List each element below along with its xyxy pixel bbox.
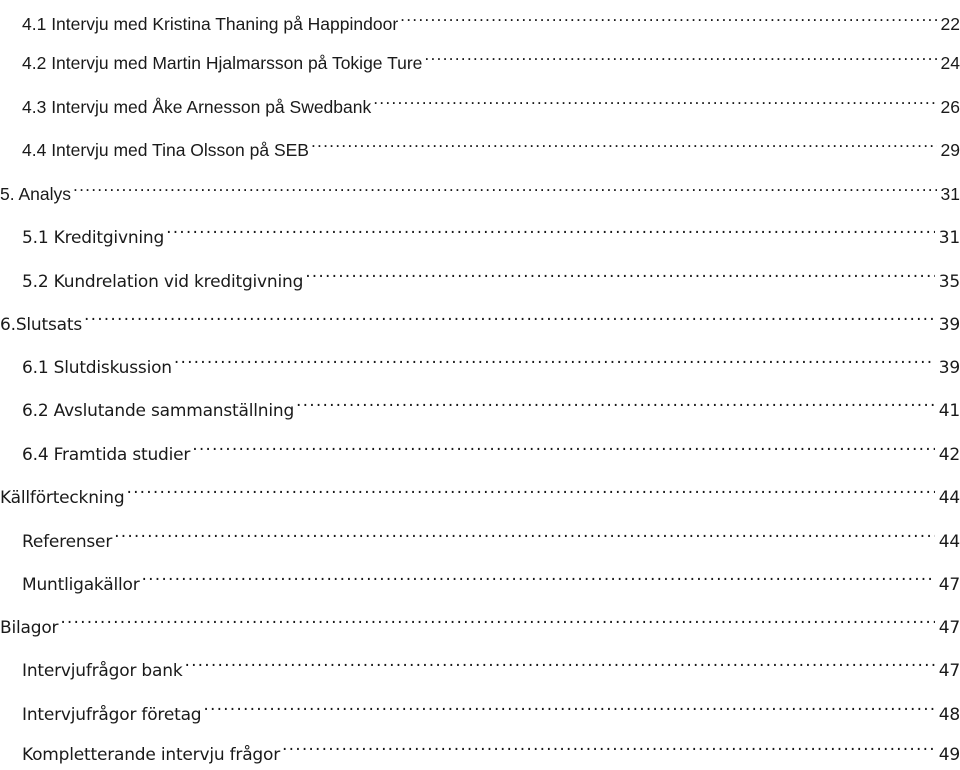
- dot-leader: [84, 300, 935, 330]
- toc-entry-page: 42: [938, 445, 960, 465]
- toc-entry[interactable]: [0, 170, 960, 204]
- toc-entry[interactable]: [22, 39, 960, 73]
- toc-entry[interactable]: [22, 343, 960, 378]
- toc-entry-title: 6.2 Avslutande sammanställning: [22, 401, 295, 421]
- dot-leader: [126, 473, 934, 503]
- toc-entry-page: 49: [938, 745, 960, 765]
- dot-leader: [184, 646, 934, 676]
- toc-entry-title: Intervjufrågor bank: [22, 661, 183, 681]
- toc-entry-page: 26: [940, 97, 960, 117]
- toc-entry-title: 6.Slutsats: [0, 315, 82, 335]
- toc-entry[interactable]: [0, 473, 960, 508]
- dot-leader: [424, 39, 936, 69]
- toc-entry-title: 6.1 Slutdiskussion: [22, 358, 172, 378]
- dot-leader: [282, 730, 935, 760]
- dot-leader: [296, 386, 935, 416]
- toc-entry-title: Bilagor: [0, 618, 59, 638]
- dot-leader: [73, 170, 937, 200]
- toc-entry-page: 44: [938, 488, 960, 508]
- dot-leader: [192, 430, 935, 460]
- toc-entry-title: 5.2 Kundrelation vid kreditgivning: [22, 272, 304, 292]
- toc-entry-page: 41: [938, 401, 960, 421]
- toc-entry-page: 39: [938, 315, 960, 335]
- toc-entry-page: 35: [938, 272, 960, 292]
- dot-leader: [114, 517, 935, 547]
- toc-entry-title: 5.1 Kreditgivning: [22, 228, 165, 248]
- toc-entry-page: 24: [940, 53, 960, 73]
- toc-entry-title: Källförteckning: [0, 488, 125, 508]
- toc-entry-title: Referenser: [22, 532, 113, 552]
- toc-entry-title: 4.3 Intervju med Åke Arnesson på Swedbank: [22, 97, 372, 117]
- dot-leader: [203, 690, 934, 720]
- toc-entry-page: 31: [940, 184, 960, 204]
- dot-leader: [311, 126, 937, 156]
- toc-entry-title: 6.4 Framtida studier: [22, 445, 191, 465]
- toc-entry[interactable]: [22, 386, 960, 421]
- toc-entry-title: Kompletterande intervju frågor: [22, 745, 281, 765]
- dot-leader: [305, 257, 935, 287]
- toc-entry[interactable]: [22, 126, 960, 160]
- toc-entry-page: 48: [938, 705, 960, 725]
- dot-leader: [174, 343, 935, 373]
- toc-entry-title: Intervjufrågor företag: [22, 705, 202, 725]
- toc-entry-page: 44: [938, 532, 960, 552]
- dot-leader: [166, 213, 935, 243]
- toc-entry[interactable]: [0, 603, 960, 638]
- toc-entry[interactable]: [22, 83, 960, 117]
- toc-entry-title: 5. Analys: [0, 184, 72, 204]
- dot-leader: [400, 0, 936, 30]
- toc-entry-page: 31: [938, 228, 960, 248]
- toc-entry[interactable]: [22, 430, 960, 465]
- toc-entry-page: 29: [940, 140, 960, 160]
- toc-entry[interactable]: [22, 560, 960, 595]
- toc-entry[interactable]: [22, 0, 960, 34]
- toc-entry[interactable]: [22, 690, 960, 725]
- toc-entry-title: Muntligakällor: [22, 575, 140, 595]
- dot-leader: [60, 603, 934, 633]
- toc-entry[interactable]: [22, 213, 960, 248]
- toc-entry[interactable]: [22, 730, 960, 765]
- toc-entry-title: 4.2 Intervju med Martin Hjalmarsson på Tokige Ture: [22, 53, 423, 73]
- toc-entry-page: 47: [938, 661, 960, 681]
- toc-entry[interactable]: [22, 517, 960, 552]
- toc-entry[interactable]: [22, 646, 960, 681]
- dot-leader: [373, 83, 936, 113]
- toc-entry[interactable]: [0, 300, 960, 335]
- toc-entry-page: 39: [938, 358, 960, 378]
- toc-entry[interactable]: [22, 257, 960, 292]
- dot-leader: [142, 560, 935, 590]
- toc-entry-page: 47: [938, 618, 960, 638]
- toc-entry-title: 4.1 Intervju med Kristina Thaning på Happindoor: [22, 14, 399, 34]
- toc-entry-page: 47: [938, 575, 960, 595]
- toc-entry-title: 4.4 Intervju med Tina Olsson på SEB: [22, 140, 309, 160]
- toc-entry-page: 22: [940, 14, 960, 34]
